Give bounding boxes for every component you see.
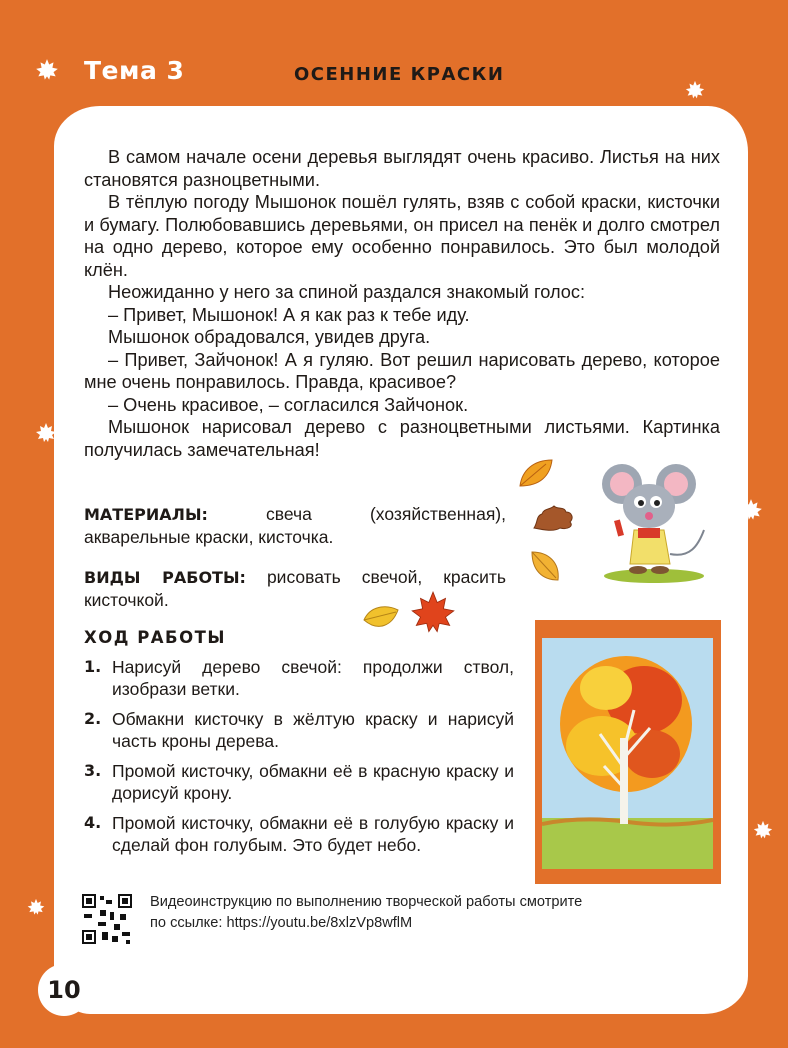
story-paragraph: – Привет, Зайчонок! А я гуляю. Вот решил нарисовать дерево, которое мне очень понравилось. Правда, красивое? [84,349,720,392]
step-item [84,708,514,752]
video-link[interactable]: по ссылке: https://youtu.be/8xlzVp8wflM [150,915,413,931]
work-types-text: рисовать свечой, красить кисточкой. [84,567,507,610]
story-paragraph: Неожиданно у него за спиной раздался знакомый голос: [108,282,586,302]
mouse-character-illustration [594,458,714,584]
materials-text: свеча (хозяйственная), акварельные краски, кисточка. [84,504,506,547]
step-item [84,812,514,856]
step-text: Обмакни кисточку в жёлтую краску и нарисуй часть кроны дерева. [112,709,514,751]
materials-block [84,503,506,548]
step-text: Нарисуй дерево свечой: продолжи ствол, изобрази ветки. [112,657,514,699]
work-types-label: ВИДЫ РАБОТЫ: [84,568,246,587]
oak-leaf-icon [530,500,578,534]
video-instruction [150,892,690,934]
tree-painting-illustration [542,638,713,869]
story-paragraph: В самом начале осени деревья выглядят очень красиво. Листья на них становятся разноцветными. [84,147,720,190]
maple-leaf-icon [34,58,60,84]
step-number: 1. [84,657,102,676]
maple-leaf-icon [26,898,46,918]
story-paragraph: – Очень красивое, – согласился Зайчонок. [108,394,469,415]
autumn-leaf-icon [516,456,556,492]
step-item [84,656,514,700]
maple-leaf-icon [752,820,774,842]
story-paragraph: Мышонок нарисовал дерево с разноцветными листьями. Картинка получилась замечательная! [84,417,720,460]
steps-heading: ХОД РАБОТЫ [84,628,227,647]
page-number: 10 [38,964,90,1016]
autumn-leaf-icon [360,600,402,636]
maple-leaf-icon [684,80,706,102]
maple-leaf-icon [408,590,458,640]
step-number: 2. [84,709,102,728]
story-text [84,146,720,461]
autumn-leaf-icon [526,548,564,584]
step-number: 3. [84,761,102,780]
page-title: ОСЕННИЕ КРАСКИ [294,64,505,85]
video-instruction-line: Видеоинструкцию по выполнению творческой работы смотрите [150,894,583,910]
step-text: Промой кисточку, обмакни её в красную краску и дорисуй крону. [112,761,514,803]
step-number: 4. [84,813,102,832]
topic-label: Тема 3 [84,56,185,85]
story-paragraph: Мышонок обрадовался, увидев друга. [108,327,431,347]
qr-code[interactable] [82,894,132,944]
steps-list [84,656,514,864]
step-item [84,760,514,804]
step-text: Промой кисточку, обмакни её в голубую краску и сделай фон голубым. Это будет небо. [112,813,514,855]
materials-label: МАТЕРИАЛЫ: [84,505,208,524]
story-paragraph: – Привет, Мышонок! А я как раз к тебе иду. [108,304,470,325]
story-paragraph: В тёплую погоду Мышонок пошёл гулять, взяв с собой краски, кисточки и бумагу. Полюбовавшись деревьями, он присел на пенёк и долго смотрел на одно дерево, которое ему особенно понравилось. Это был молодой клён. [84,192,720,280]
